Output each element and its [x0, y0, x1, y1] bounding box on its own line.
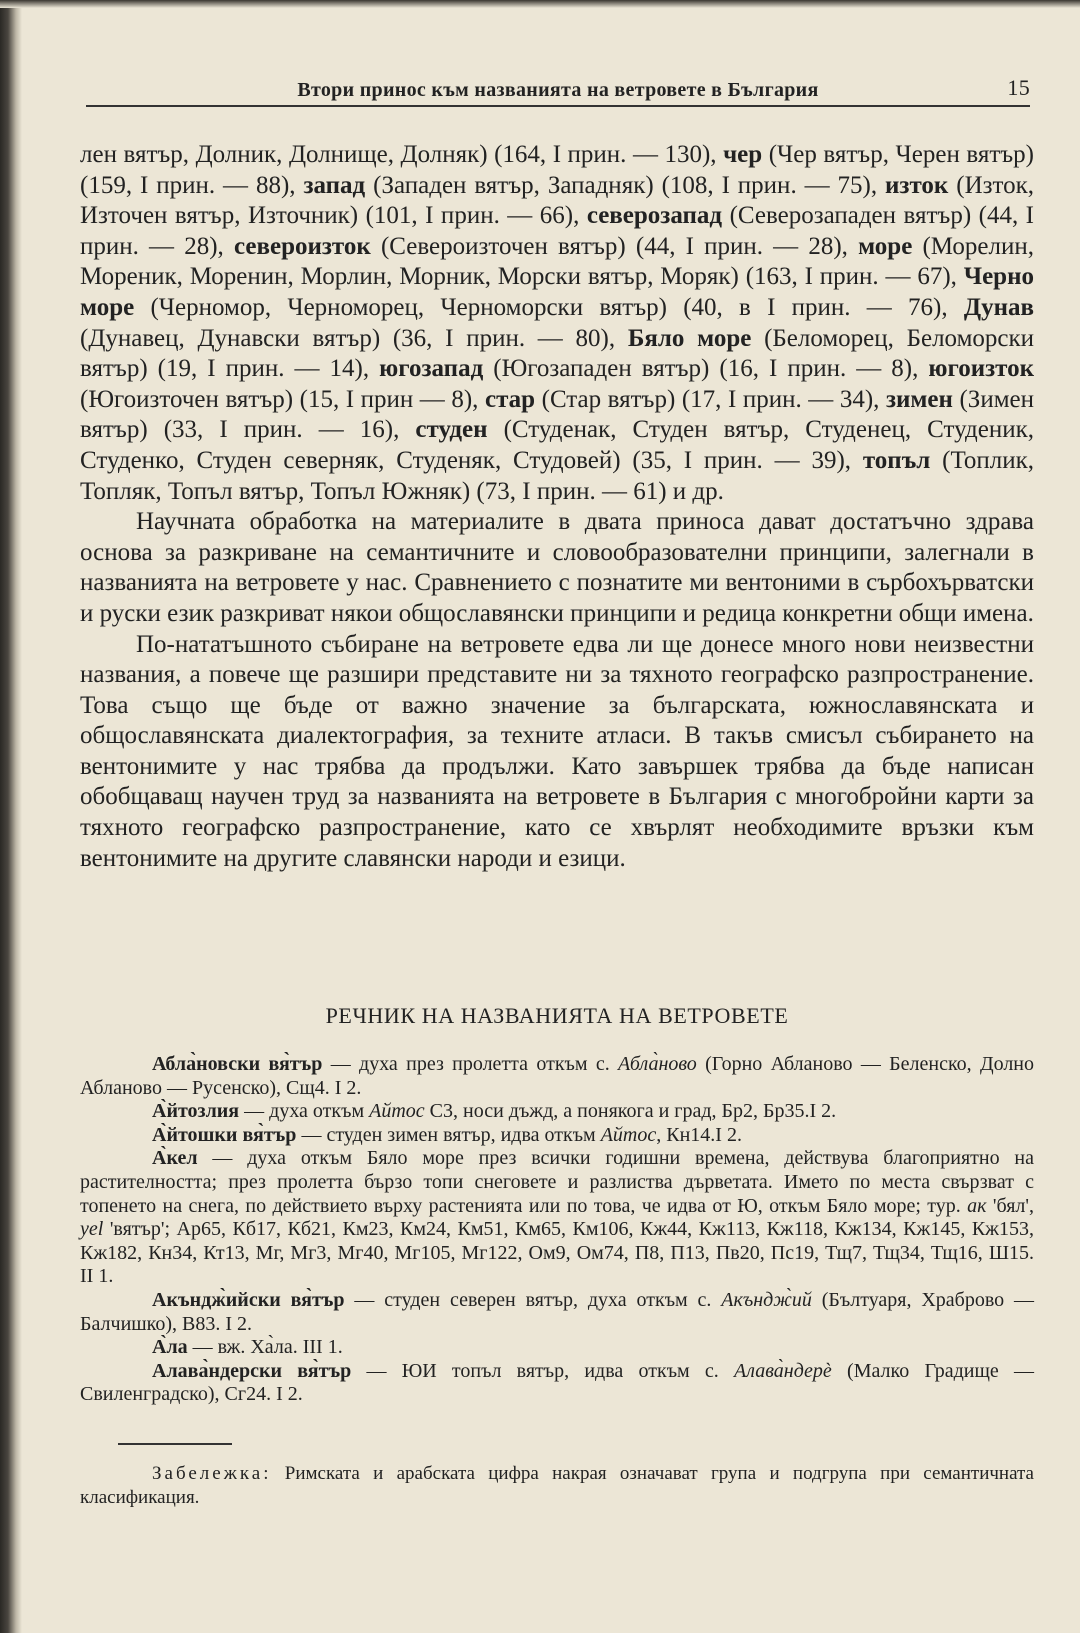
italic-term: Алава̀ндерѐ: [734, 1359, 832, 1382]
text-run: (Чер вятър, Черен вятър) (159, I прин. — 88),: [80, 141, 1034, 199]
text-run: (Югозападен вятър) (16, I прин. — 8),: [483, 355, 929, 383]
headword: Бяло море: [627, 324, 752, 352]
footnote: [80, 1462, 1034, 1509]
dictionary-entry: [80, 1053, 1034, 1100]
italic-term: Айтос: [369, 1100, 425, 1123]
text-run: — вж. Ха̀ла. III 1.: [187, 1336, 343, 1359]
body-paragraph: Научната обработка на материалите в двата приноса дават достатъчно здрава основа за разкриване на семантичните и словообразователни принципи, залегнали в названията на ветровете у нас. Сравнението с познатите ми вентоними в сърбохърватски и руски език разкриват някои общославянски принципи и редица конкретни общи имена.: [80, 508, 1034, 627]
headword: топъл: [862, 446, 931, 474]
headword: море: [858, 232, 913, 260]
text-run: — ЮИ топъл вятър, идва откъм с.: [351, 1359, 735, 1382]
text-run: (Черномор, Черноморец, Черноморски вятър) (40, в I прин. — 76),: [134, 293, 964, 321]
headword: североизток: [233, 232, 371, 260]
headword: чер: [723, 141, 763, 168]
headword: изток: [885, 171, 949, 199]
text-run: (Топлик, Топляк, Топъл вятър, Топъл Южняк) (73, I прин. — 61) и др.: [80, 446, 1034, 505]
headword: студен: [415, 416, 488, 444]
headword: Алава̀ндерски вя̀тър: [152, 1359, 352, 1382]
text-run: (Югоизточен вятър) (15, I прин — 8),: [80, 385, 485, 413]
text-run: (Студенак, Студен вятър, Студенец, Студеник, Студенко, Студен северняк, Студеняк, Студовей) (35, I прин. — 39),: [80, 416, 1034, 474]
text-run: — духа през пролетта откъм с.: [322, 1053, 619, 1075]
body-text: [80, 140, 1034, 874]
headword: югоизток: [928, 355, 1034, 383]
text-run: (Стар вятър) (17, I прин. — 34),: [535, 385, 886, 413]
dictionary-entry: [80, 1124, 1034, 1148]
italic-term: Акъндж̀ий: [721, 1288, 812, 1311]
text-run: (Североизточен вятър) (44, I прин. — 28),: [370, 232, 859, 260]
text-run: — студен северен вятър, духа откъм с.: [344, 1288, 722, 1311]
headword: Абла̀новски вя̀тър: [152, 1053, 323, 1075]
page-number: 15: [1007, 75, 1030, 100]
dictionary-entry: [80, 1360, 1034, 1407]
footnote-text: Римската и арабската цифра накрая означават група и подгрупа при семантичната класификация.: [80, 1463, 1034, 1508]
headword: Акъндж̀ийски вя̀тър: [152, 1288, 345, 1311]
dictionary-entry: [80, 1147, 1034, 1289]
running-header: [86, 75, 1030, 107]
page-binding-edge: [0, 0, 22, 1633]
text-run: (Северозападен вятър) (44, I прин. — 28),: [80, 202, 1034, 260]
text-run: (Западен вятър, Западняк) (108, I прин. — 75),: [365, 171, 886, 199]
text-run: (Бълтуаря, Храброво — Балчишко), В83. I 2.: [80, 1288, 1035, 1335]
text-run: лен вятър, Долник, Долнище, Долняк) (164, I прин. — 130),: [80, 141, 724, 168]
text-run: (Горно Абланово — Беленско, Долно Абланово — Русенско), Сщ4. I 2.: [80, 1053, 1035, 1099]
text-run: — студен зимен вятър, идва откъм: [296, 1123, 601, 1146]
footnote-divider: [118, 1443, 232, 1445]
italic-term: Айтос: [600, 1123, 657, 1146]
text-run: С3, носи дъжд, а понякога и град, Бр2, Бр35.I 2.: [424, 1100, 837, 1123]
text-run: — духа откъм: [239, 1100, 370, 1123]
headword: А̀йтошки вя̀тър: [152, 1123, 297, 1146]
headword: А̀ла: [152, 1336, 188, 1359]
body-paragraph: [80, 140, 1034, 507]
dictionary-title: РЕЧНИК НА НАЗВАНИЯТА НА ВЕТРОВЕТЕ: [325, 1003, 789, 1028]
text-run: (Морелин, Мореник, Моренин, Морлин, Морник, Морски вятър, Моряк) (163, I прин. — 67),: [80, 232, 1034, 291]
dictionary-entry: [80, 1289, 1034, 1336]
headword: А̀йтозлия: [152, 1100, 240, 1123]
text-run: (Дунавец, Дунавски вятър) (36, I прин. — 80),: [80, 324, 628, 352]
text-run: (Малко Градище — Свиленградско), Сг24. I 2.: [80, 1359, 1035, 1406]
text-run: 'вятър'; Ар65, Кб17, Кб21, Км23, Км24, Км51, Км65, Км106, Кж44, Кж113, Кж118, Кж134, Кж145, Кж153, Кж182, Кн34, Кт13, Мг, Мг3, Мг40, Мг105, Мг122, Ом9, Ом74, П8, П13, Пв20, Пс19, Тщ7, Тщ34, Тщ16, Ш15. II 1.: [80, 1218, 1034, 1288]
text-run: (Изток, Източен вятър, Източник) (101, I прин. — 66),: [80, 171, 1034, 230]
footnote-label: Забележка:: [152, 1463, 272, 1484]
headword: запад: [303, 171, 366, 199]
headword: югозапад: [379, 355, 484, 383]
dictionary-entry: [80, 1100, 1034, 1124]
text-run: (Зимен вятър) (33, I прин. — 16),: [80, 385, 1035, 444]
page-top-edge: [0, 0, 1080, 8]
headword: А̀кел: [152, 1147, 198, 1170]
text-run: — духа откъм Бяло море през всички годишни времена, действува благоприятно на растителността; през пролетта бързо топи снеговете и разлиства дърветата. Името по места свързват с топенето на снега, по действието върху растенията или по това, че идва от Ю, откъм Бяло море; тур.: [80, 1147, 1034, 1217]
headword: зимен: [885, 385, 953, 413]
dictionary-entries: [80, 1053, 1034, 1407]
headword: северозапад: [586, 202, 723, 230]
text-run: 'бял',: [986, 1194, 1034, 1217]
italic-term: Абла̀ново: [618, 1053, 697, 1075]
headword: Дунав: [963, 293, 1034, 321]
dictionary-entry: [80, 1336, 1034, 1360]
headword: Черно море: [80, 263, 1034, 321]
italic-term: yel: [80, 1218, 104, 1241]
text-run: , Кн14.I 2.: [656, 1123, 742, 1146]
running-header-title: Втори принос към названията на ветровете в България: [297, 78, 819, 101]
body-paragraph: По-нататъшното събиране на ветровете едва ли ще донесе много нови неизвестни названия, а повече ще разшири представите ни за тяхното географско разпространение. Това също ще бъде от важно значение за българската, южнославянската и общославянската диалектография, за техните атласи. В такъв смисъл събирането на вентонимите у нас трябва да продължи. Като завършек трябва да бъде написан обобщаващ научен труд за названията на ветровете в България с многобройни карти за тяхното географско разпространение, като се хвърлят необходимите връзки към вентонимите на другите славянски народи и езици.: [80, 630, 1034, 872]
text-run: (Беломорец, Беломорски вятър) (19, I прин. — 14),: [80, 324, 1035, 383]
headword: стар: [484, 385, 536, 413]
italic-term: ак: [967, 1194, 987, 1217]
